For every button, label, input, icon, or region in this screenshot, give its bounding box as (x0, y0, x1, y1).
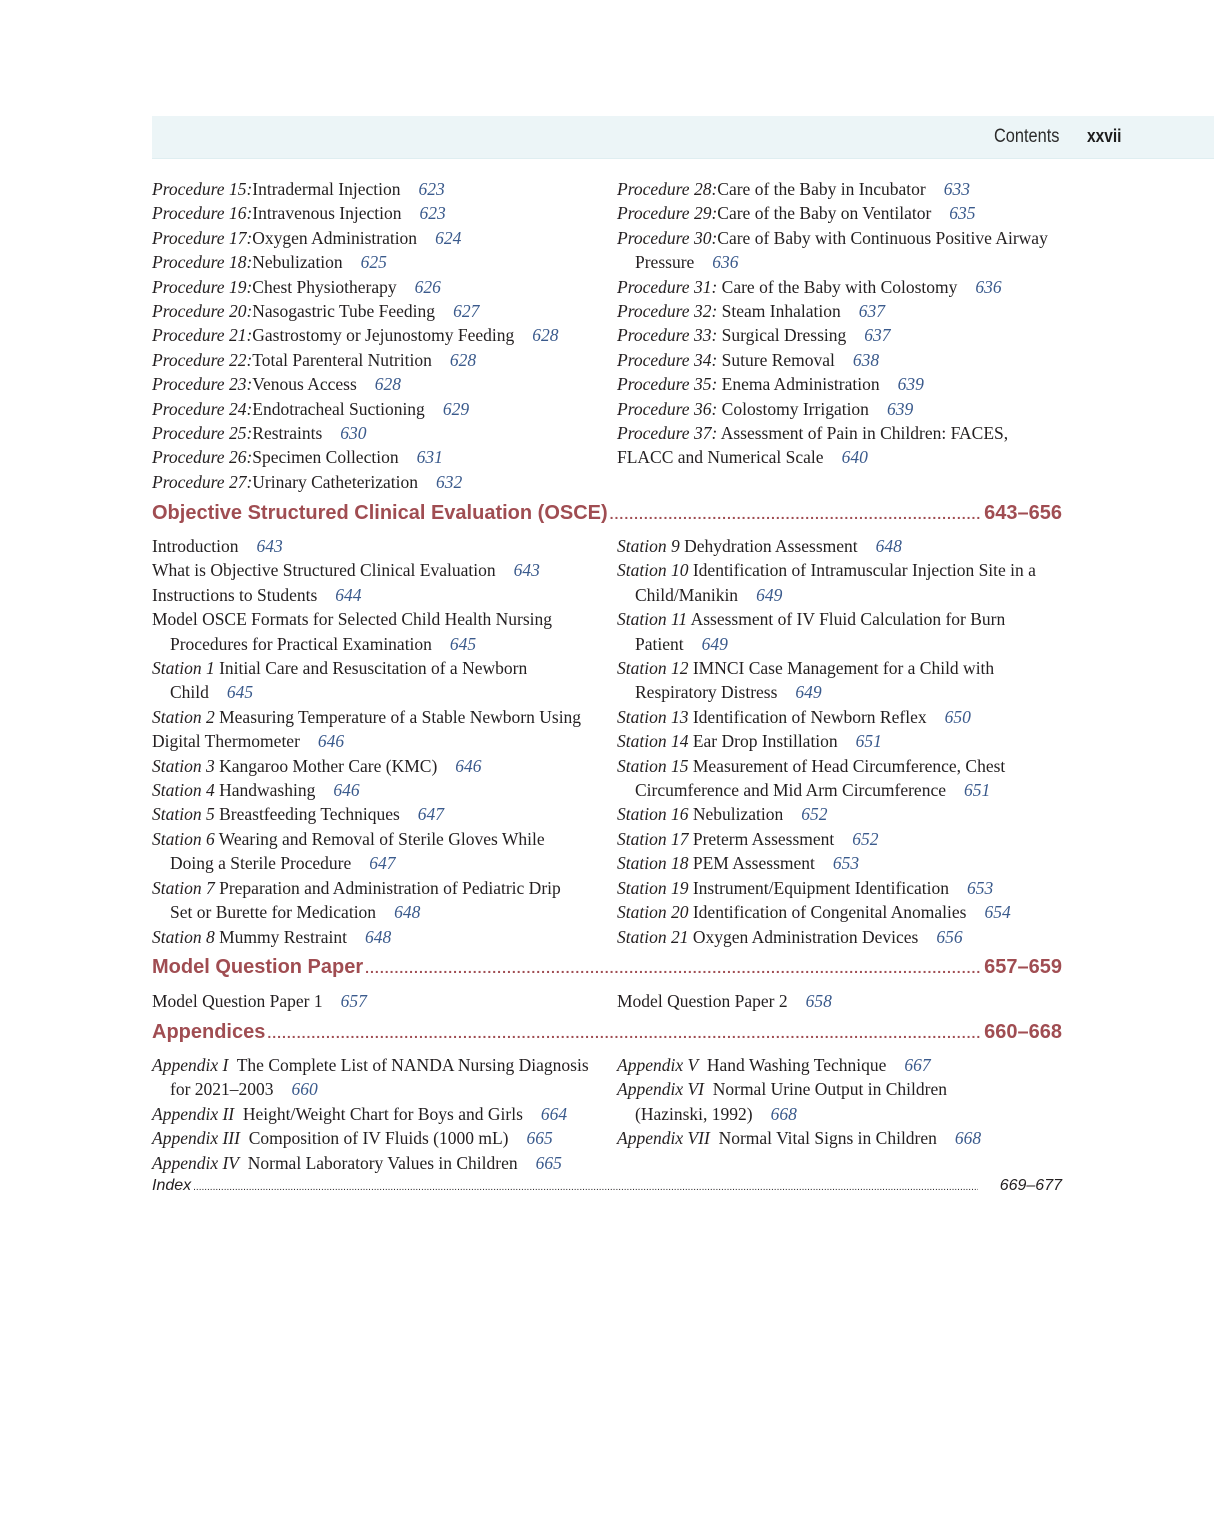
entry-title: Preterm Assessment (688, 828, 835, 849)
entry-label: Procedure 30: (617, 227, 718, 248)
entry-title-continuation: Respiratory Distress (635, 682, 778, 703)
entry-title: Model Question Paper 1 (152, 991, 323, 1011)
entry-label: Procedure 27: (152, 471, 253, 492)
entry-page-number[interactable]: 643 (513, 560, 540, 581)
entry-title: Normal Urine Output in Children (703, 1079, 948, 1100)
entry-label: Procedure 32: (617, 301, 718, 322)
toc-entry[interactable] (617, 851, 1036, 875)
entry-page-number[interactable]: 645 (226, 682, 254, 703)
entry-label: Station 14 (617, 731, 689, 752)
toc-entry[interactable] (617, 421, 1048, 470)
entry-title-continuation: Procedures for Practical Examination (170, 633, 432, 654)
entry-label: Station 10 (617, 560, 689, 581)
index-page-range: 669–677 (999, 1177, 1062, 1194)
entry-label: Station 11 (617, 609, 688, 630)
toc-entry[interactable] (617, 323, 1048, 347)
toc-entry[interactable] (617, 729, 1036, 753)
entry-title: Nasogastric Tube Feeding (252, 301, 436, 322)
entry-page-number[interactable]: 636 (712, 252, 739, 273)
entry-page-number[interactable]: 629 (442, 398, 470, 419)
toc-entry[interactable] (617, 900, 1036, 924)
entry-page-number[interactable]: 637 (864, 325, 891, 346)
entry-title: Oxygen Administration Devices (688, 926, 919, 947)
entry-page-number[interactable]: 668 (770, 1103, 797, 1124)
entry-title: Intradermal Injection (252, 179, 401, 199)
entry-title: Initial Care and Resuscitation of a Newborn (214, 658, 528, 679)
entry-page-number[interactable]: 656 (936, 926, 963, 947)
entry-label: Procedure 18: (152, 252, 253, 273)
entry-title: Preparation and Administration of Pediatric Drip (214, 877, 561, 898)
entry-page-number[interactable]: 668 (954, 1128, 982, 1149)
entry-label: Appendix V (617, 1055, 699, 1075)
toc-entry[interactable] (152, 705, 581, 754)
entry-title: Identification of Newborn Reflex (688, 706, 927, 727)
entry-title: Oxygen Administration (252, 227, 418, 248)
entry-title: Care of Baby with Continuous Positive Airway (717, 227, 1048, 248)
entry-title: IMNCI Case Management for a Child with (688, 658, 995, 679)
entry-label: Appendix IV (152, 1152, 239, 1173)
entry-title-continuation: for 2021–2003 (170, 1079, 274, 1100)
entry-page-number[interactable]: 653 (966, 877, 994, 898)
entry-title-continuation: (Hazinski, 1992) (635, 1103, 753, 1124)
toc-entry[interactable] (617, 299, 1048, 323)
section-title: Objective Structured Clinical Evaluation (OSCE) (152, 502, 608, 524)
toc-entry[interactable] (617, 607, 1036, 656)
running-header-page-number: xxvii (1087, 126, 1122, 146)
entry-label: Procedure 21: (152, 325, 253, 346)
entry-title: Restraints (252, 423, 323, 444)
toc-entry[interactable] (617, 754, 1036, 803)
entry-page-number[interactable]: 647 (417, 804, 445, 825)
entry-label: Station 7 (152, 877, 215, 898)
toc-entry[interactable] (617, 1077, 981, 1126)
entry-title: Endotracheal Suctioning (252, 398, 425, 419)
entry-title-continuation: Circumference and Mid Arm Circumference (635, 780, 946, 801)
entry-page-number[interactable]: 639 (886, 398, 914, 419)
section-page-range: 643–656 (984, 502, 1062, 524)
toc-entry[interactable] (152, 421, 559, 445)
entry-title: Measurement of Head Circumference, Chest (688, 755, 1006, 776)
entry-page-number[interactable]: 646 (333, 780, 360, 801)
entry-page-number[interactable]: 625 (360, 252, 387, 273)
entry-page-number[interactable]: 646 (317, 731, 345, 752)
mqp-right-column (617, 989, 832, 1013)
entry-title: Gastrostomy or Jejunostomy Feeding (252, 325, 515, 346)
entry-label: Appendix I (152, 1055, 229, 1075)
entry-label: Procedure 28: (617, 179, 718, 199)
entry-title: Nebulization (252, 252, 343, 273)
entry-title: Identification of Intramuscular Injection Site in a (688, 560, 1036, 581)
entry-title: Steam Inhalation (717, 301, 841, 322)
toc-entry[interactable] (152, 445, 559, 469)
leader-dots (193, 1182, 978, 1193)
entry-label: Station 3 (152, 755, 215, 776)
entry-title: Colostomy Irrigation (717, 398, 869, 419)
toc-entry[interactable] (152, 397, 559, 421)
entry-title: Ear Drop Instillation (688, 731, 838, 752)
entry-title: Total Parenteral Nutrition (252, 349, 432, 370)
entry-title: Handwashing (214, 780, 316, 801)
entry-page-number[interactable]: 623 (418, 179, 445, 199)
toc-entry[interactable] (617, 397, 1048, 421)
toc-entry[interactable] (152, 372, 559, 396)
index-label: Index (152, 1177, 192, 1194)
section-page-range: 657–659 (984, 956, 1062, 978)
entry-title: Dehydration Assessment (679, 536, 858, 556)
entry-page-number[interactable]: 637 (858, 301, 885, 322)
entry-title: Enema Administration (717, 374, 880, 395)
toc-entry[interactable] (617, 558, 1036, 607)
entry-title-continuation: FLACC and Numerical Scale (617, 447, 824, 468)
toc-entry[interactable] (152, 275, 559, 299)
entry-title: Suture Removal (717, 349, 835, 370)
toc-entry[interactable] (152, 1151, 589, 1175)
leader-dots (610, 506, 982, 522)
toc-entry[interactable] (617, 348, 1048, 372)
entry-title: Hand Washing Technique (698, 1055, 887, 1075)
running-header-title: Contents (994, 126, 1060, 147)
entry-title: Surgical Dressing (717, 325, 847, 346)
entry-title: Mummy Restraint (214, 926, 347, 947)
appendices-left-column (152, 1053, 589, 1175)
entry-page-number[interactable]: 658 (805, 991, 832, 1011)
section-heading-model-question-paper[interactable] (152, 956, 1062, 984)
toc-entry[interactable] (617, 876, 1036, 900)
entry-title: Breastfeeding Techniques (214, 804, 400, 825)
entry-title: Specimen Collection (252, 447, 399, 468)
entry-title: Care of the Baby on Ventilator (717, 203, 932, 224)
entry-title-continuation: Pressure (635, 252, 695, 273)
entry-label: Procedure 35: (617, 374, 718, 395)
entry-label: Appendix II (152, 1103, 235, 1124)
entry-label: Station 9 (617, 536, 680, 556)
entry-label: Station 17 (617, 828, 689, 849)
entry-label: Appendix VII (617, 1128, 710, 1149)
entry-page-number[interactable]: 628 (449, 349, 477, 370)
osce-right-column (617, 534, 1036, 949)
entry-page-number[interactable]: 651 (963, 780, 991, 801)
entry-page-number[interactable]: 650 (944, 706, 971, 727)
entry-title: Instructions to Students (152, 584, 318, 605)
toc-entry[interactable] (617, 1126, 981, 1150)
entry-title-continuation: Patient (635, 633, 684, 654)
toc-entry[interactable] (152, 754, 581, 778)
entry-page-number[interactable]: 652 (801, 804, 828, 825)
entry-label: Procedure 33: (617, 325, 718, 346)
entry-label: Procedure 36: (617, 398, 718, 419)
section-heading-osce[interactable] (152, 502, 1062, 530)
toc-entry[interactable] (152, 1126, 589, 1150)
appendices-right-column (617, 1053, 981, 1151)
toc-entry[interactable] (617, 534, 1036, 558)
entry-page-number[interactable]: 626 (414, 276, 441, 297)
entry-title-continuation: Child (170, 682, 209, 703)
entry-page-number[interactable]: 633 (943, 179, 971, 199)
entry-title: Intravenous Injection (252, 203, 402, 224)
entry-label: Procedure 19: (152, 276, 253, 297)
entry-page-number[interactable]: 646 (455, 755, 482, 776)
toc-entry[interactable] (617, 226, 1048, 275)
entry-label: Procedure 31: (617, 276, 718, 297)
toc-entry[interactable] (617, 177, 1048, 201)
entry-label: Station 1 (152, 658, 215, 679)
entry-page-number[interactable]: 665 (526, 1128, 553, 1149)
mqp-left-column (152, 989, 367, 1013)
entry-page-number[interactable]: 649 (701, 633, 728, 654)
toc-entry[interactable] (617, 1053, 981, 1077)
entry-label: Station 18 (617, 853, 689, 874)
entry-title: Chest Physiotherapy (252, 276, 397, 297)
leader-dots (365, 960, 982, 976)
entry-title: Composition of IV Fluids (1000 mL) (239, 1128, 509, 1149)
entry-page-number[interactable]: 651 (855, 731, 882, 752)
entry-page-number[interactable]: 653 (832, 853, 860, 874)
toc-entry[interactable] (617, 925, 1036, 949)
entry-label: Procedure 29: (617, 203, 718, 224)
entry-page-number[interactable]: 644 (335, 584, 362, 605)
entry-page-number[interactable]: 652 (852, 828, 879, 849)
toc-entry[interactable] (617, 827, 1036, 851)
entry-label: Procedure 22: (152, 349, 253, 370)
toc-entry[interactable] (152, 558, 581, 582)
entry-page-number[interactable]: 648 (875, 536, 902, 556)
entry-page-number[interactable]: 654 (984, 902, 1011, 923)
entry-title-continuation: Digital Thermometer (152, 731, 300, 752)
toc-entry[interactable] (617, 372, 1048, 396)
toc-entry[interactable] (152, 876, 581, 925)
entry-label: Station 6 (152, 828, 215, 849)
entry-title-continuation: Set or Burette for Medication (170, 902, 377, 923)
entry-page-number[interactable]: 630 (340, 423, 367, 444)
entry-label: Station 16 (617, 804, 689, 825)
entry-page-number[interactable]: 664 (540, 1103, 568, 1124)
entry-title: The Complete List of NANDA Nursing Diagnosis (228, 1055, 589, 1075)
entry-label: Procedure 23: (152, 374, 253, 395)
entry-title: Identification of Congenital Anomalies (688, 902, 967, 923)
entry-label: Station 2 (152, 706, 215, 727)
toc-entry[interactable] (152, 827, 581, 876)
entry-page-number[interactable]: 635 (949, 203, 976, 224)
leader-dots (267, 1025, 982, 1041)
entry-label: Procedure 20: (152, 301, 253, 322)
entry-title: Kangaroo Mother Care (KMC) (214, 755, 438, 776)
toc-entry[interactable] (152, 348, 559, 372)
toc-entry[interactable] (617, 705, 1036, 729)
entry-page-number[interactable]: 636 (975, 276, 1002, 297)
entry-page-number[interactable]: 628 (374, 374, 402, 395)
entry-title: Urinary Catheterization (252, 471, 418, 492)
toc-entry[interactable] (152, 250, 559, 274)
toc-entry[interactable] (152, 925, 581, 949)
entry-page-number[interactable]: 632 (435, 471, 463, 492)
entry-label: Station 20 (617, 902, 689, 923)
entry-label: Station 5 (152, 804, 215, 825)
osce-left-column (152, 534, 581, 949)
procedures-left-column (152, 177, 559, 494)
entry-label: Appendix VI (617, 1079, 704, 1100)
entry-label: Procedure 34: (617, 349, 718, 370)
entry-title: Normal Vital Signs in Children (709, 1128, 937, 1149)
toc-entry[interactable] (617, 656, 1036, 705)
toc-entry[interactable] (152, 470, 559, 494)
toc-entry[interactable] (152, 1053, 589, 1102)
entry-title: Nebulization (688, 804, 784, 825)
entry-title: PEM Assessment (688, 853, 815, 874)
entry-page-number[interactable]: 660 (291, 1079, 318, 1100)
entry-title: Assessment of IV Fluid Calculation for Burn (687, 609, 1006, 630)
entry-label: Procedure 24: (152, 398, 253, 419)
entry-label: Station 13 (617, 706, 689, 727)
entry-label: Station 12 (617, 658, 689, 679)
entry-title: Normal Laboratory Values in Children (238, 1152, 518, 1173)
entry-page-number[interactable]: 648 (394, 902, 421, 923)
entry-title: Wearing and Removal of Sterile Gloves While (214, 828, 545, 849)
entry-page-number[interactable]: 647 (369, 853, 396, 874)
entry-label: Procedure 16: (152, 203, 253, 224)
toc-entry[interactable] (152, 802, 581, 826)
entry-title: Model OSCE Formats for Selected Child Health Nursing (152, 609, 553, 630)
entry-page-number[interactable]: 639 (897, 374, 924, 395)
toc-entry[interactable] (152, 201, 559, 225)
toc-entry[interactable] (152, 226, 559, 250)
toc-entry[interactable] (617, 275, 1048, 299)
entry-page-number[interactable]: 649 (756, 584, 783, 605)
entry-title: Instrument/Equipment Identification (688, 877, 949, 898)
section-title: Model Question Paper (152, 956, 364, 978)
section-title: Appendices (152, 1021, 266, 1043)
entry-label: Station 8 (152, 926, 215, 947)
entry-title: Measuring Temperature of a Stable Newborn Using (214, 706, 582, 727)
entry-label: Procedure 17: (152, 227, 253, 248)
toc-entry[interactable] (152, 583, 581, 607)
entry-title: Venous Access (252, 374, 357, 395)
section-page-range: 660–668 (984, 1021, 1062, 1043)
procedures-right-column (617, 177, 1048, 470)
toc-entry[interactable] (152, 177, 559, 201)
toc-entry[interactable] (617, 201, 1048, 225)
entry-title-continuation: Child/Manikin (635, 584, 739, 605)
entry-title-continuation: Doing a Sterile Procedure (170, 853, 352, 874)
entry-page-number[interactable]: 657 (340, 991, 367, 1011)
entry-page-number[interactable]: 643 (256, 536, 283, 556)
toc-entry[interactable] (152, 1102, 589, 1126)
entry-title: Care of the Baby in Incubator (717, 179, 926, 199)
entry-page-number[interactable]: 627 (453, 301, 480, 322)
toc-entry[interactable] (152, 299, 559, 323)
entry-page-number[interactable]: 645 (449, 633, 477, 654)
toc-entry[interactable] (152, 607, 581, 656)
entry-page-number[interactable]: 667 (904, 1055, 931, 1075)
entry-title: Model Question Paper 2 (617, 991, 788, 1011)
toc-entry[interactable] (617, 989, 832, 1013)
entry-label: Station 21 (617, 926, 689, 947)
entry-page-number[interactable]: 623 (419, 203, 446, 224)
entry-title: What is Objective Structured Clinical Evaluation (152, 560, 496, 581)
entry-page-number[interactable]: 648 (364, 926, 392, 947)
entry-title: Height/Weight Chart for Boys and Girls (234, 1103, 523, 1124)
entry-label: Procedure 15: (152, 179, 253, 199)
toc-entry[interactable] (152, 534, 581, 558)
entry-title: Assessment of Pain in Children: FACES, (717, 423, 1009, 444)
toc-entry[interactable] (152, 778, 581, 802)
entry-page-number[interactable]: 631 (416, 447, 443, 468)
section-heading-appendices[interactable] (152, 1021, 1062, 1049)
toc-entry[interactable] (152, 323, 559, 347)
toc-entry[interactable] (152, 989, 367, 1013)
entry-page-number[interactable]: 638 (852, 349, 880, 370)
entry-page-number[interactable]: 624 (435, 227, 462, 248)
toc-entry[interactable] (617, 802, 1036, 826)
entry-label: Procedure 26: (152, 447, 253, 468)
entry-label: Appendix III (152, 1128, 240, 1149)
entry-label: Station 15 (617, 755, 689, 776)
index-entry[interactable] (152, 1177, 1062, 1195)
entry-title: Care of the Baby with Colostomy (717, 276, 958, 297)
entry-label: Station 4 (152, 780, 215, 801)
entry-page-number[interactable]: 640 (841, 447, 868, 468)
entry-label: Station 19 (617, 877, 689, 898)
entry-page-number[interactable]: 665 (535, 1152, 562, 1173)
entry-label: Procedure 37: (617, 423, 718, 444)
entry-page-number[interactable]: 628 (532, 325, 559, 346)
entry-label: Procedure 25: (152, 423, 253, 444)
toc-entry[interactable] (152, 656, 581, 705)
entry-page-number[interactable]: 649 (795, 682, 822, 703)
entry-title: Introduction (152, 536, 239, 556)
